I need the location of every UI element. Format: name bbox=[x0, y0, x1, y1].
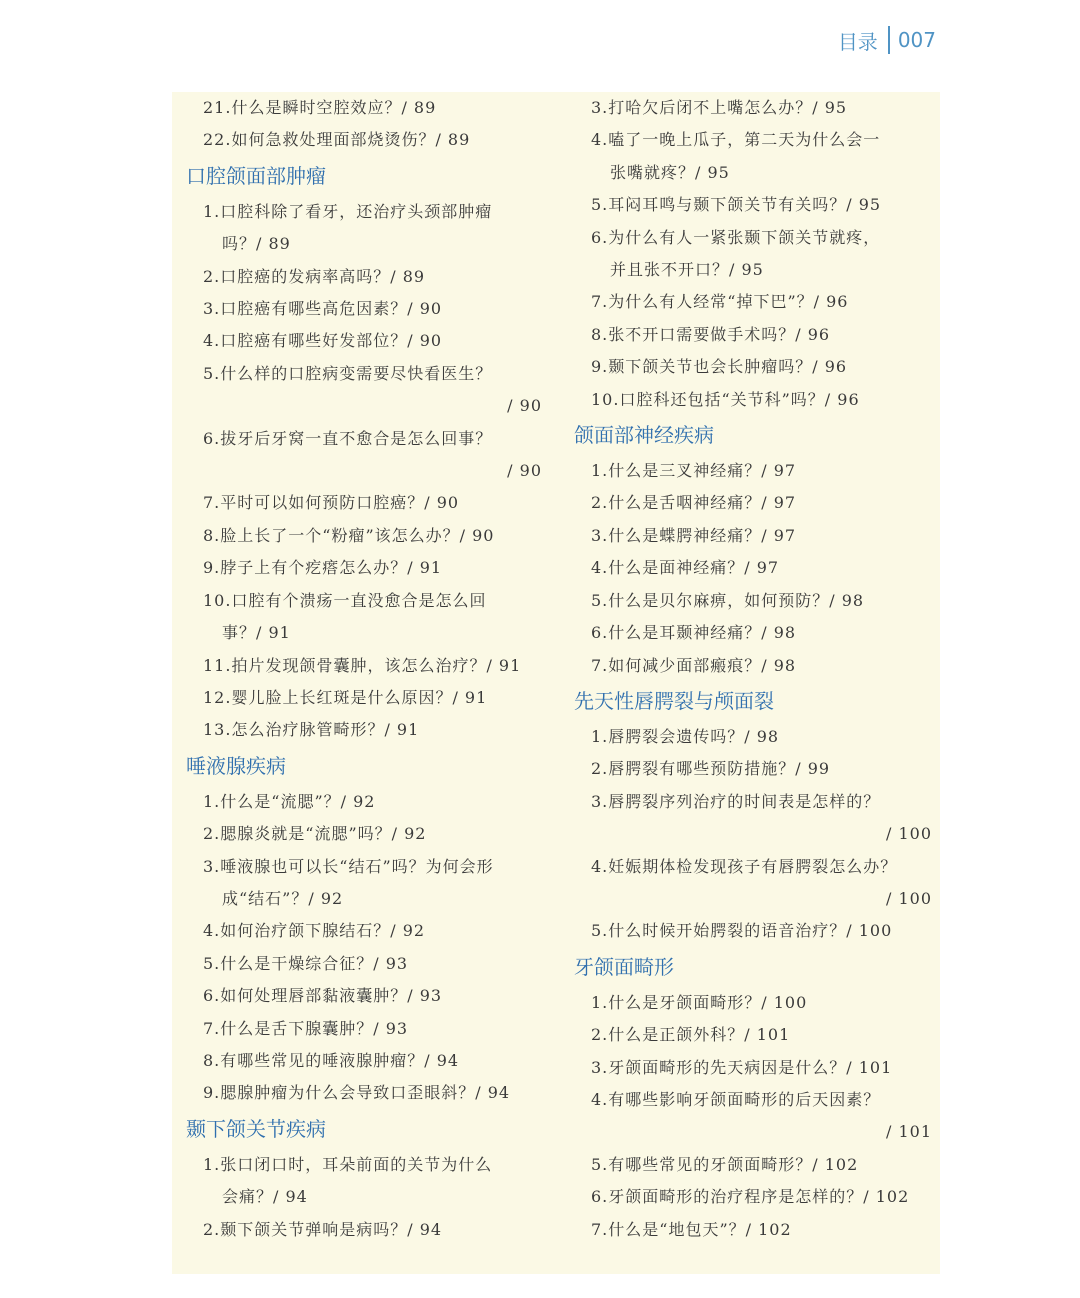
entry-title-continued: 张嘴就疼？/ 95 bbox=[610, 162, 730, 182]
toc-entry[interactable] bbox=[186, 261, 544, 293]
toc-entry[interactable] bbox=[574, 487, 934, 519]
section-heading: 口腔颌面部肿瘤 bbox=[186, 163, 326, 188]
toc-entry[interactable] bbox=[186, 1045, 544, 1077]
toc-entry[interactable] bbox=[186, 358, 544, 423]
toc-entry[interactable] bbox=[186, 948, 544, 980]
entry-title: 9.腮腺肿瘤为什么会导致口歪眼斜？/ 94 bbox=[203, 1083, 511, 1103]
entry-title: 1.唇腭裂会遗传吗？/ 98 bbox=[591, 726, 780, 746]
toc-entry[interactable] bbox=[574, 189, 934, 221]
entry-page-ref: / 100 bbox=[885, 888, 932, 908]
toc-left-column bbox=[186, 92, 544, 1246]
entry-title: 21.什么是瞬时空腔效应？/ 89 bbox=[203, 98, 437, 117]
toc-entry[interactable] bbox=[574, 384, 934, 416]
toc-entry[interactable] bbox=[186, 786, 544, 818]
entry-page-ref: / 101 bbox=[885, 1122, 932, 1142]
toc-entry[interactable] bbox=[574, 1084, 934, 1149]
entry-title: 8.有哪些常见的唾液腺肿瘤？/ 94 bbox=[203, 1050, 460, 1070]
entry-page-ref: / 90 bbox=[507, 396, 542, 416]
running-header bbox=[838, 26, 936, 54]
toc-entry[interactable] bbox=[574, 753, 934, 785]
toc-entry[interactable] bbox=[186, 650, 544, 682]
entry-title: 4.什么是面神经痛？/ 97 bbox=[591, 558, 780, 578]
toc-entry[interactable] bbox=[186, 1077, 544, 1109]
toc-entry[interactable] bbox=[186, 851, 544, 916]
entry-title: 1.什么是“流腮”？/ 92 bbox=[203, 791, 376, 811]
section-heading: 先天性唇腭裂与颅面裂 bbox=[574, 688, 774, 713]
entry-title: 7.什么是“地包天”？/ 102 bbox=[591, 1219, 792, 1239]
entry-title: 5.什么样的口腔病变需要尽快看医生？ bbox=[203, 363, 493, 383]
entry-title: 9.颞下颌关节也会长肿瘤吗？/ 96 bbox=[591, 357, 848, 377]
toc-entry[interactable] bbox=[186, 1214, 544, 1246]
entry-title-continued: 会痛？/ 94 bbox=[222, 1187, 308, 1207]
entry-title: 9.脖子上有个疙瘩怎么办？/ 91 bbox=[203, 558, 443, 578]
entry-title: 5.耳闷耳鸣与颞下颌关节有关吗？/ 95 bbox=[591, 195, 882, 215]
section-heading: 颌面部神经疾病 bbox=[574, 423, 714, 448]
entry-title: 5.什么是贝尔麻痹，如何预防？/ 98 bbox=[591, 590, 865, 610]
entry-title: 1.张口闭口时，耳朵前面的关节为什么 bbox=[203, 1154, 493, 1174]
entry-title: 5.有哪些常见的牙颌面畸形？/ 102 bbox=[591, 1154, 859, 1174]
entry-title: 1.什么是三叉神经痛？/ 97 bbox=[591, 461, 797, 481]
entry-title: 7.什么是舌下腺囊肿？/ 93 bbox=[203, 1018, 409, 1038]
toc-entry[interactable] bbox=[186, 714, 544, 746]
entry-title: 6.牙颌面畸形的治疗程序是怎样的？/ 102 bbox=[591, 1187, 910, 1207]
entry-title: 3.口腔癌有哪些高危因素？/ 90 bbox=[203, 299, 443, 319]
toc-entry[interactable] bbox=[574, 319, 934, 351]
entry-title: 5.什么时候开始腭裂的语音治疗？/ 100 bbox=[591, 921, 893, 941]
entry-title: 6.拔牙后牙窝一直不愈合是怎么回事？ bbox=[203, 428, 493, 448]
toc-entry[interactable] bbox=[574, 1149, 934, 1181]
section-label: 目录 bbox=[837, 29, 878, 54]
entry-title: 2.颞下颌关节弹响是病吗？/ 94 bbox=[203, 1219, 443, 1239]
entry-title-continued: 并且张不开口？/ 95 bbox=[610, 260, 764, 280]
entry-title: 4.如何治疗颌下腺结石？/ 92 bbox=[203, 921, 426, 941]
entry-title: 8.张不开口需要做手术吗？/ 96 bbox=[591, 324, 831, 344]
section-heading: 颞下颌关节疾病 bbox=[186, 1116, 326, 1141]
entry-title: 7.如何减少面部瘢痕？/ 98 bbox=[591, 655, 797, 675]
toc-entry[interactable] bbox=[186, 818, 544, 850]
toc-entry[interactable] bbox=[574, 1181, 934, 1213]
toc-entry[interactable] bbox=[574, 1019, 934, 1051]
toc-entry[interactable] bbox=[186, 980, 544, 1012]
entry-title: 1.什么是牙颌面畸形？/ 100 bbox=[591, 992, 808, 1012]
toc-entry[interactable] bbox=[574, 851, 934, 916]
entry-title: 2.唇腭裂有哪些预防措施？/ 99 bbox=[591, 759, 831, 779]
entry-title: 2.腮腺炎就是“流腮”吗？/ 92 bbox=[203, 824, 427, 844]
toc-entry[interactable] bbox=[574, 286, 934, 318]
toc-entry[interactable] bbox=[574, 915, 934, 947]
toc-entry[interactable] bbox=[574, 585, 934, 617]
toc-entry[interactable] bbox=[186, 196, 544, 261]
toc-entry[interactable] bbox=[574, 455, 934, 487]
entry-title: 7.平时可以如何预防口腔癌？/ 90 bbox=[203, 493, 460, 513]
toc-entry[interactable] bbox=[186, 423, 544, 488]
entry-title: 3.什么是蝶腭神经痛？/ 97 bbox=[591, 525, 797, 545]
entry-page-ref: / 100 bbox=[885, 824, 932, 844]
toc-entry[interactable] bbox=[186, 585, 544, 650]
entry-title: 3.打哈欠后闭不上嘴怎么办？/ 95 bbox=[591, 98, 848, 117]
entry-title: 2.口腔癌的发病率高吗？/ 89 bbox=[203, 266, 426, 286]
toc-entry[interactable] bbox=[574, 617, 934, 649]
toc-entry[interactable] bbox=[186, 487, 544, 519]
entry-page-ref: / 90 bbox=[507, 461, 542, 481]
toc-entry[interactable] bbox=[186, 92, 544, 124]
entry-title: 6.如何处理唇部黏液囊肿？/ 93 bbox=[203, 986, 443, 1006]
entry-title: 3.唾液腺也可以长“结石”吗？为何会形 bbox=[203, 856, 494, 876]
entry-title-continued: 吗？/ 89 bbox=[222, 234, 291, 254]
section-heading: 唾液腺疾病 bbox=[186, 753, 286, 778]
toc-entry[interactable] bbox=[186, 293, 544, 325]
toc-entry[interactable] bbox=[186, 124, 544, 156]
toc-entry[interactable] bbox=[186, 552, 544, 584]
entry-title: 4.妊娠期体检发现孩子有唇腭裂怎么办？ bbox=[591, 856, 898, 876]
entry-title-continued: 成“结石”？/ 92 bbox=[222, 888, 344, 908]
entry-title: 10.口腔有个溃疡一直没愈合是怎么回 bbox=[203, 590, 487, 610]
toc-entry[interactable] bbox=[186, 682, 544, 714]
entry-title: 4.有哪些影响牙颌面畸形的后天因素？ bbox=[591, 1089, 881, 1109]
entry-title: 11.拍片发现颌骨囊肿，该怎么治疗？/ 91 bbox=[203, 655, 522, 675]
toc-entry[interactable] bbox=[186, 915, 544, 947]
entry-title: 2.什么是舌咽神经痛？/ 97 bbox=[591, 493, 797, 513]
section-heading: 牙颌面畸形 bbox=[574, 954, 674, 979]
header-divider bbox=[888, 26, 890, 54]
toc-entry[interactable] bbox=[574, 222, 934, 287]
entry-title: 12.婴儿脸上长红斑是什么原因？/ 91 bbox=[203, 687, 488, 707]
toc-entry[interactable] bbox=[574, 124, 934, 189]
entry-title: 5.什么是干燥综合征？/ 93 bbox=[203, 953, 409, 973]
entry-title-continued: 事？/ 91 bbox=[222, 623, 291, 643]
toc-entry[interactable] bbox=[574, 1214, 934, 1246]
toc-entry[interactable] bbox=[574, 92, 934, 124]
entry-title: 13.怎么治疗脉管畸形？/ 91 bbox=[203, 720, 420, 740]
toc-entry[interactable] bbox=[574, 987, 934, 1019]
toc-entry[interactable] bbox=[574, 721, 934, 753]
entry-title: 3.牙颌面畸形的先天病因是什么？/ 101 bbox=[591, 1057, 893, 1077]
entry-title: 4.口腔癌有哪些好发部位？/ 90 bbox=[203, 331, 443, 351]
toc-entry[interactable] bbox=[574, 520, 934, 552]
toc-entry[interactable] bbox=[574, 1052, 934, 1084]
entry-title: 7.为什么有人经常“掉下巴”？/ 96 bbox=[591, 292, 849, 312]
entry-title: 2.什么是正颌外科？/ 101 bbox=[591, 1025, 791, 1045]
toc-entry[interactable] bbox=[574, 552, 934, 584]
entry-title: 3.唇腭裂序列治疗的时间表是怎样的？ bbox=[591, 791, 881, 811]
entry-title: 22.如何急救处理面部烧烫伤？/ 89 bbox=[203, 130, 471, 150]
entry-title: 1.口腔科除了看牙，还治疗头颈部肿瘤 bbox=[203, 201, 493, 221]
toc-entry[interactable] bbox=[186, 325, 544, 357]
entry-title: 6.为什么有人一紧张颞下颌关节就疼， bbox=[591, 227, 881, 247]
entry-title: 10.口腔科还包括“关节科”吗？/ 96 bbox=[591, 389, 860, 409]
entry-title: 4.嗑了一晚上瓜子，第二天为什么会一 bbox=[591, 130, 881, 150]
page-number: 007 bbox=[897, 28, 936, 52]
toc-entry[interactable] bbox=[574, 786, 934, 851]
toc-right-column bbox=[574, 92, 934, 1246]
toc-entry[interactable] bbox=[574, 351, 934, 383]
toc-entry[interactable] bbox=[574, 650, 934, 682]
entry-title: 6.什么是耳颞神经痛？/ 98 bbox=[591, 623, 797, 643]
toc-entry[interactable] bbox=[186, 1013, 544, 1045]
toc-entry[interactable] bbox=[186, 520, 544, 552]
toc-entry[interactable] bbox=[186, 1149, 544, 1214]
entry-title: 8.脸上长了一个“粉瘤”该怎么办？/ 90 bbox=[203, 525, 495, 545]
